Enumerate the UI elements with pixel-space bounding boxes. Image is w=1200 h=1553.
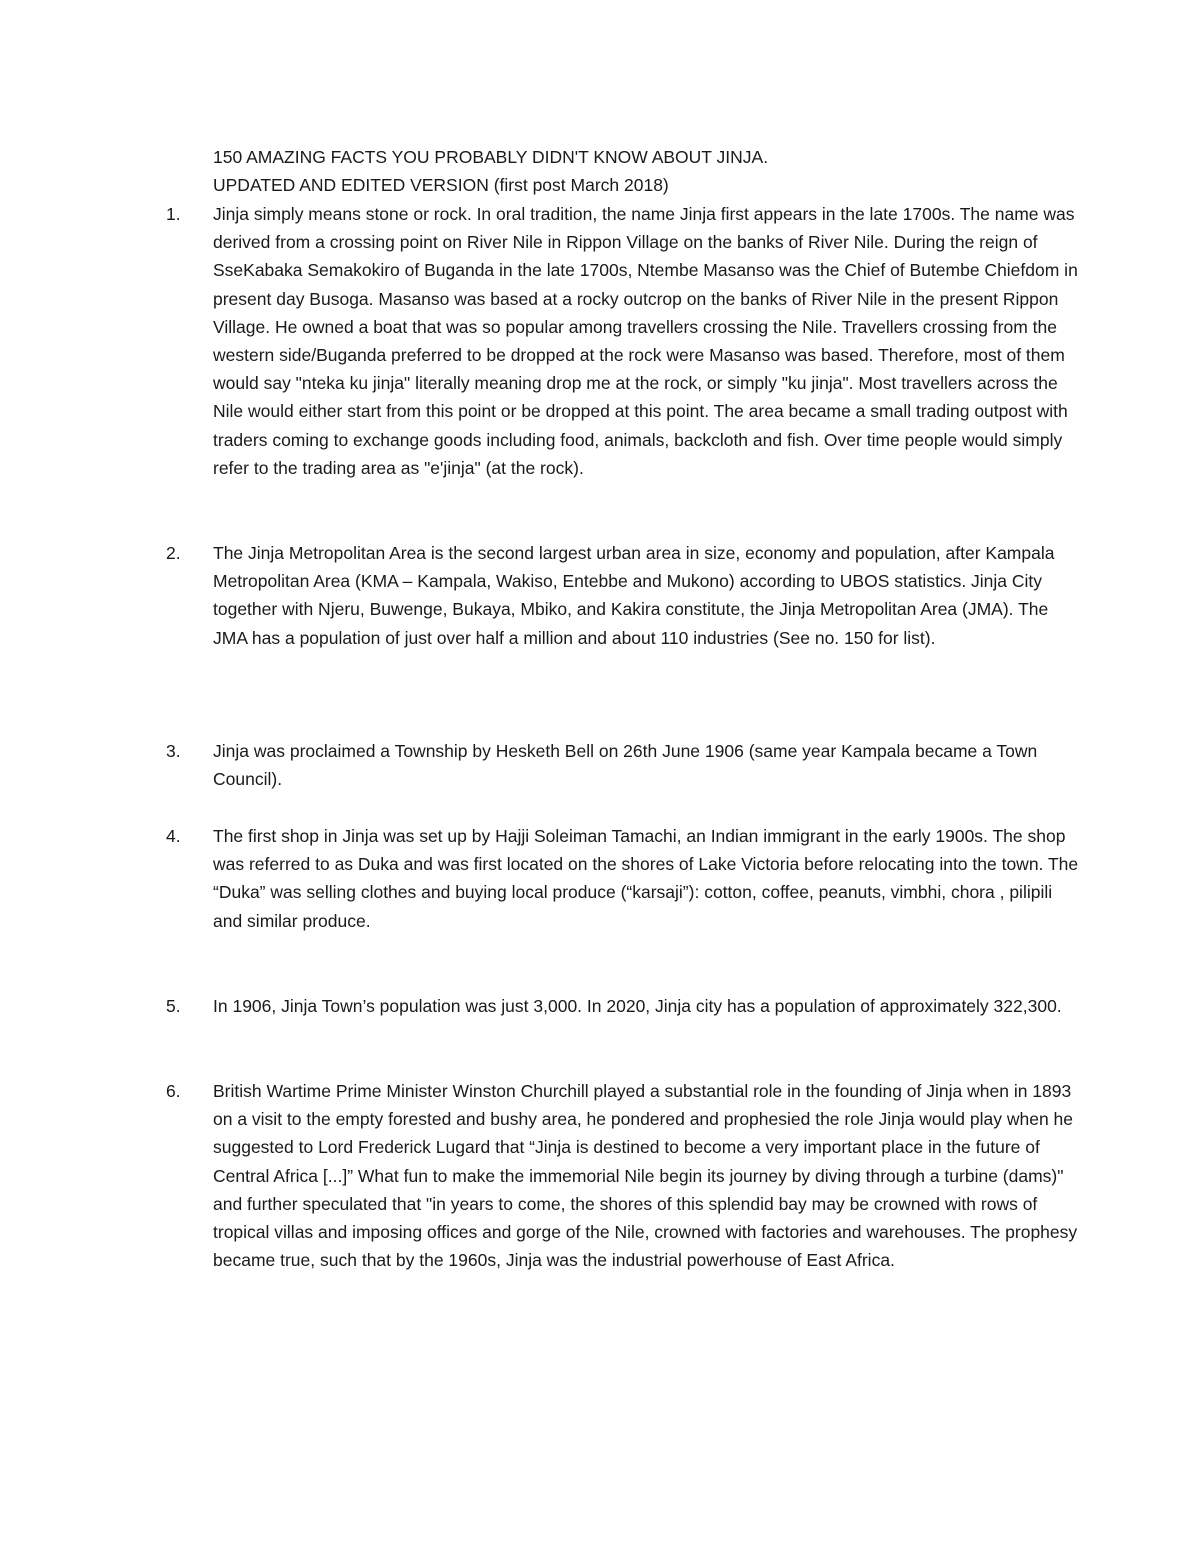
fact-number: 1. [166,204,181,224]
fact-number: 4. [166,826,181,846]
fact-text: In 1906, Jinja Town’s population was just 3,000. In 2020, Jinja city has a population of approximately 322,300. [213,996,1062,1016]
fact-item-6 [166,1077,1086,1274]
fact-text: Jinja was proclaimed a Township by Hesketh Bell on 26th June 1906 (same year Kampala became a Town Council). [213,741,1038,790]
fact-number: 6. [166,1081,181,1101]
fact-text: Jinja simply means stone or rock. In oral tradition, the name Jinja first appears in the late 1700s. The name was derived from a crossing point on River Nile in Rippon Village on the banks of River Nile. During the reign of SseKabaka Semakokiro of Buganda in the late 1700s, Ntembe Masanso was the Chief of Butembe Chiefdom in present day Busoga. Masanso was based at a rocky outcrop on the banks of River Nile in the present Rippon Village. He owned a boat that was so popular among travellers crossing the Nile. Travellers crossing from the western side/Buganda preferred to be dropped at the rock were Masanso was based. Therefore, most of them would say "nteka ku jinja" literally meaning drop me at the rock, or simply "ku jinja". Most travellers across the Nile would either start from this point or be dropped at this point. The area became a small trading outpost with traders coming to exchange goods including food, animals, backcloth and fish. Over time people would simply refer to the trading area as "e'jinja" (at the rock). [213,204,1078,478]
fact-number: 5. [166,996,181,1016]
fact-number: 3. [166,741,181,761]
fact-item-4 [166,822,1086,935]
fact-text: British Wartime Prime Minister Winston Churchill played a substantial role in the founding of Jinja when in 1893 on a visit to the empty forested and bushy area, he pondered and prophesied the role Jinja would play when he suggested to Lord Frederick Lugard that “Jinja is destined to become a very important place in the future of Central Africa [...]” What fun to make the immemorial Nile begin its journey by diving through a turbine (dams)" and further speculated that "in years to come, the shores of this splendid bay may be crowned with rows of tropical villas and imposing offices and gorge of the Nile, crowned with factories and warehouses. The prophesy became true, such that by the 1960s, Jinja was the industrial powerhouse of East Africa. [213,1081,1078,1271]
fact-item-2 [166,539,1086,652]
document-title: 150 AMAZING FACTS YOU PROBABLY DIDN'T KNOW ABOUT JINJA. [213,147,769,167]
document-subtitle: UPDATED AND EDITED VERSION (first post March 2018) [213,175,669,195]
fact-item-5 [166,992,1086,1020]
fact-text: The Jinja Metropolitan Area is the second largest urban area in size, economy and population, after Kampala Metropolitan Area (KMA – Kampala, Wakiso, Entebbe and Mukono) according to UBOS statistics. Jinja City together with Njeru, Buwenge, Bukaya, Mbiko, and Kakira constitute, the Jinja Metropolitan Area (JMA). The JMA has a population of just over half a million and about 110 industries (See no. 150 for list). [213,543,1055,648]
document-header [213,143,1093,199]
fact-number: 2. [166,543,181,563]
fact-text: The first shop in Jinja was set up by Hajji Soleiman Tamachi, an Indian immigrant in the early 1900s. The shop was referred to as Duka and was first located on the shores of Lake Victoria before relocating into the town. The “Duka” was selling clothes and buying local produce (“karsaji”): cotton, coffee, peanuts, vimbhi, chora , pilipili and similar produce. [213,826,1079,931]
fact-item-1 [166,200,1086,482]
fact-item-3 [166,737,1086,793]
